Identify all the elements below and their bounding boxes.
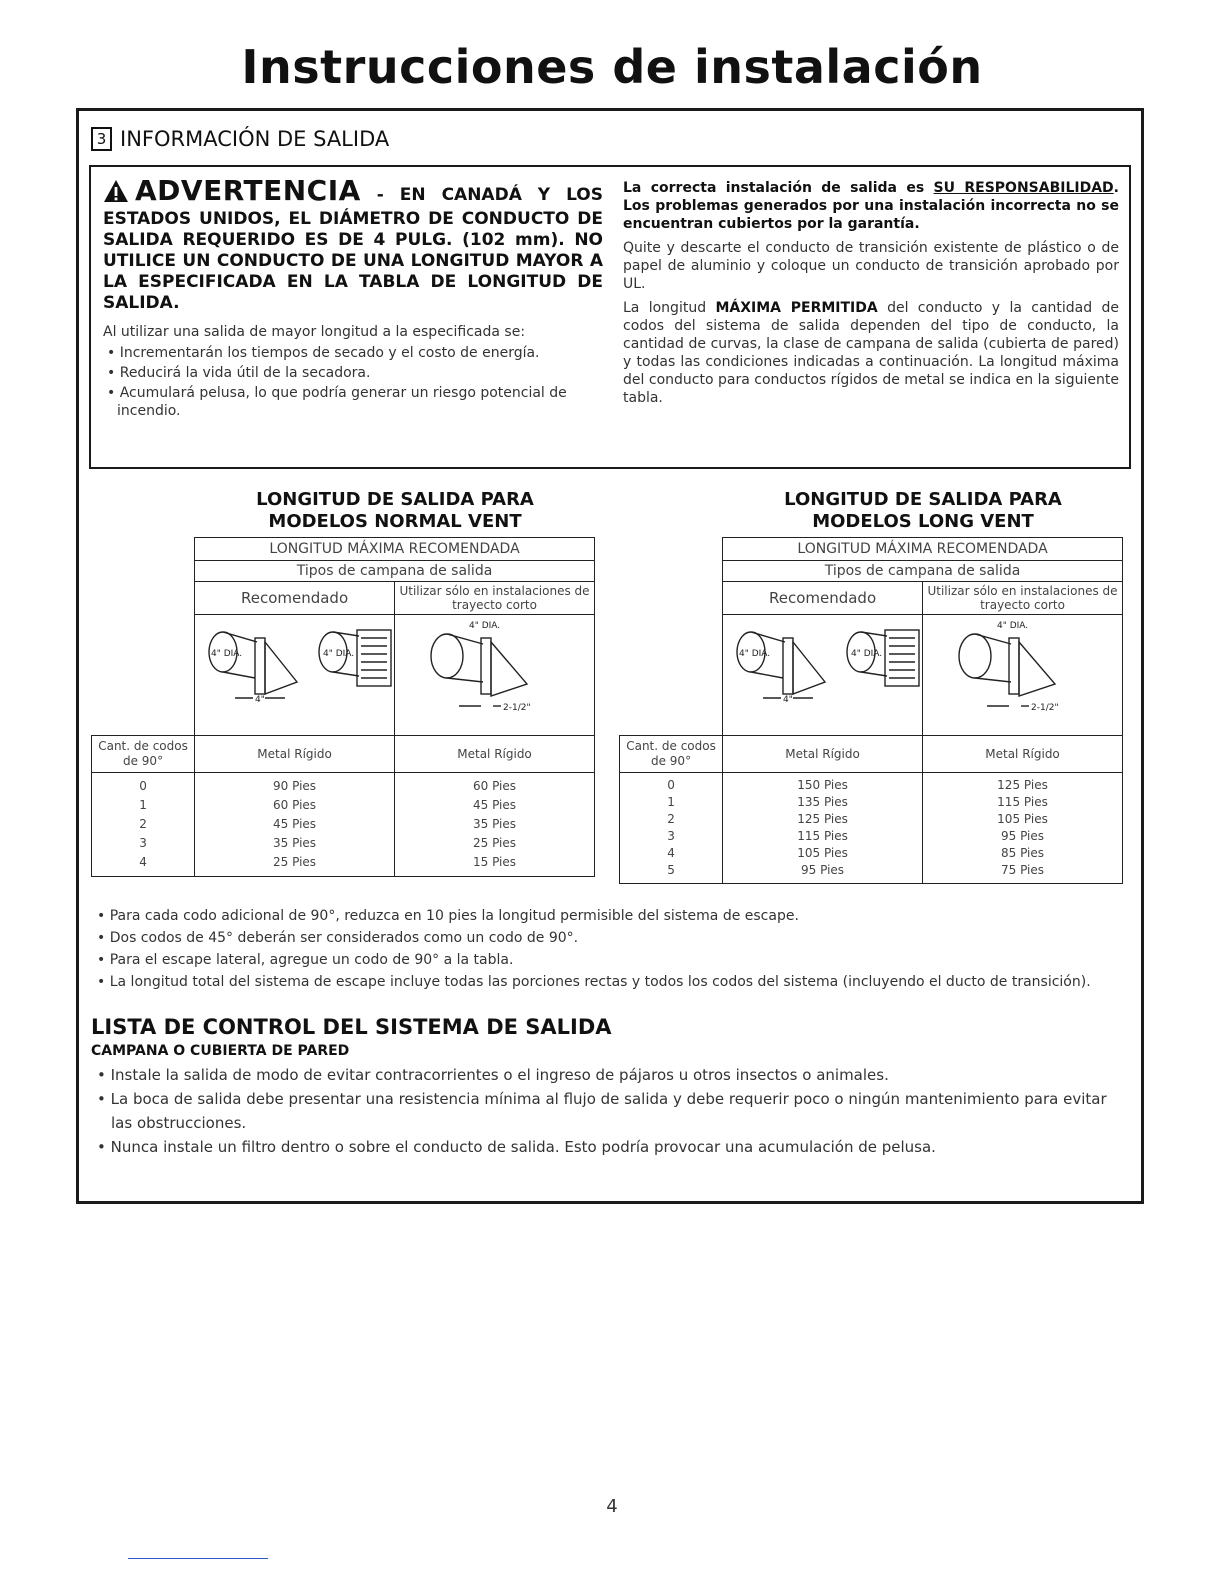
width-label: 2-1/2"	[1030, 702, 1059, 713]
header-hood-types: Tipos de campana de salida	[195, 561, 595, 582]
footer-rule	[128, 1558, 268, 1559]
dia-label: 4" DIA.	[210, 648, 242, 659]
max-length-text-b: del conducto y la cantidad de codos del sistema de salida dependen del tipo de conducto, la cantidad de curvas, la clase de campana de salida (cubierta de pared) y todas las condiciones indicadas a continuación. La longitud máxima del conducto para conductos rígidos de metal se indica en la siguiente tabla.	[623, 300, 1119, 406]
recommended-lengths	[723, 773, 923, 884]
cell: 25 Pies	[273, 855, 317, 869]
warning-word: ADVERTENCIA	[135, 174, 361, 207]
responsibility-underlined: SU RESPONSABILIDAD	[933, 180, 1114, 196]
dia-label: 4" DIA.	[996, 620, 1028, 631]
page-title: Instrucciones de instalación	[241, 40, 983, 94]
recommended-hoods-illustration	[723, 615, 923, 736]
section-frame	[76, 108, 1144, 1204]
cell: 1	[667, 795, 675, 809]
header-max-length: LONGITUD MÁXIMA RECOMENDADA	[723, 538, 1123, 561]
header-recommended: Recomendado	[195, 582, 395, 615]
cell: 135 Pies	[797, 795, 848, 809]
warning-left	[103, 174, 603, 422]
header-max-length: LONGITUD MÁXIMA RECOMENDADA	[195, 538, 595, 561]
cell: 3	[139, 836, 147, 850]
short-run-hood-illustration	[923, 615, 1123, 736]
cell: 60 Pies	[473, 779, 517, 793]
checklist-item: • La boca de salida debe presentar una resistencia mínima al flujo de salida y debe requerir poco o ningún mantenimiento para evitar las obstrucciones.	[91, 1087, 1127, 1135]
width-label: 2-1/2"	[502, 702, 531, 713]
cell: 90 Pies	[273, 779, 317, 793]
dia-label: 4" DIA.	[850, 648, 882, 659]
short-run-lengths	[395, 773, 595, 877]
max-length-bold: MÁXIMA PERMITIDA	[715, 300, 878, 316]
recommended-lengths	[195, 773, 395, 877]
cell: 95 Pies	[1001, 829, 1045, 843]
dia-label: 4" DIA.	[738, 648, 770, 659]
checklist-item: • Instale la salida de modo de evitar contracorrientes o el ingreso de pájaros u otros insectos o animales.	[91, 1063, 1127, 1087]
cell: 125 Pies	[997, 778, 1048, 792]
col-elbows: Cant. de codos de 90°	[92, 736, 195, 773]
cell: 2	[667, 812, 675, 826]
cell: 1	[139, 798, 147, 812]
cell: 115 Pies	[797, 829, 848, 843]
cell: 75 Pies	[1001, 863, 1045, 877]
cell: 0	[139, 779, 147, 793]
checklist	[91, 1015, 1127, 1159]
col-elbows: Cant. de codos de 90°	[620, 736, 723, 773]
warning-item: • Acumulará pelusa, lo que podría generar un riesgo potencial de incendio.	[103, 384, 603, 420]
table-data	[92, 773, 595, 877]
header-hood-types: Tipos de campana de salida	[723, 561, 1123, 582]
header-short-run: Utilizar sólo en instalaciones de trayecto corto	[395, 582, 595, 615]
elbow-counts	[92, 773, 195, 877]
normal-vent-table	[91, 537, 595, 877]
table-title-line: LONGITUD DE SALIDA PARA	[256, 489, 534, 510]
checklist-title: LISTA DE CONTROL DEL SISTEMA DE SALIDA	[91, 1015, 612, 1039]
table-title-line: MODELOS NORMAL VENT	[268, 511, 522, 532]
warning-list	[103, 344, 603, 420]
cell: 15 Pies	[473, 855, 517, 869]
section-heading	[91, 127, 389, 151]
short-run-lengths	[923, 773, 1123, 884]
short-run-hood-illustration	[395, 615, 595, 736]
col-metal: Metal Rígido	[195, 736, 395, 773]
max-length-text-a: La longitud	[623, 300, 716, 316]
table-title	[195, 489, 595, 533]
responsibility-note	[623, 179, 1119, 233]
long-vent-table-block	[619, 489, 1123, 884]
page-number: 4	[606, 1496, 618, 1517]
warning-heading-text: - EN CANADÁ Y LOS ESTADOS UNIDOS, EL DIÁMETRO DE CONDUCTO DE SALIDA REQUERIDO ES DE 4 PULG. (102 mm). NO UTILICE UN CONDUCTO DE UNA LONGITUD MAYOR A LA ESPECIFICADA EN LA TABLA DE LONGITUD DE SALIDA.	[103, 185, 603, 313]
warning-intro: Al utilizar una salida de mayor longitud a la especificada se:	[103, 324, 526, 340]
cell: 5	[667, 863, 675, 877]
elbow-counts	[620, 773, 723, 884]
notes	[91, 905, 1127, 993]
max-length-paragraph	[623, 299, 1119, 407]
col-metal: Metal Rígido	[395, 736, 595, 773]
table-title	[723, 489, 1123, 533]
cell: 85 Pies	[1001, 846, 1045, 860]
cell: 95 Pies	[801, 863, 845, 877]
warning-right	[623, 179, 1119, 413]
normal-vent-table-block	[91, 489, 595, 877]
checklist-subtitle: CAMPANA O CUBIERTA DE PARED	[91, 1043, 350, 1059]
note-item: • La longitud total del sistema de escape incluye todas las porciones rectas y todos los codos del sistema (incluyendo el ducto de transición).	[91, 971, 1127, 993]
dia-label: 4" DIA.	[322, 648, 354, 659]
warning-item: • Reducirá la vida útil de la secadora.	[103, 364, 603, 382]
cell: 4	[667, 846, 675, 860]
width-label: 4"	[254, 694, 265, 705]
note-item: • Dos codos de 45° deberán ser considerados como un codo de 90°.	[91, 927, 1127, 949]
cell: 45 Pies	[273, 817, 317, 831]
width-label: 4"	[782, 694, 793, 705]
cell: 60 Pies	[273, 798, 317, 812]
table-title-line: LONGITUD DE SALIDA PARA	[784, 489, 1062, 510]
section-number: 3	[91, 127, 112, 151]
long-vent-table	[619, 537, 1123, 884]
warning-heading	[103, 174, 603, 314]
recommended-hoods-illustration	[195, 615, 395, 736]
cell: 115 Pies	[997, 795, 1048, 809]
cell: 0	[667, 778, 675, 792]
cell: 105 Pies	[797, 846, 848, 860]
header-recommended: Recomendado	[723, 582, 923, 615]
header-short-run: Utilizar sólo en instalaciones de trayecto corto	[923, 582, 1123, 615]
cell: 105 Pies	[997, 812, 1048, 826]
cell: 2	[139, 817, 147, 831]
cell: 125 Pies	[797, 812, 848, 826]
cell: 35 Pies	[473, 817, 517, 831]
cell: 150 Pies	[797, 778, 848, 792]
note-item: • Para el escape lateral, agregue un codo de 90° a la tabla.	[91, 949, 1127, 971]
cell: 3	[667, 829, 675, 843]
note-item: • Para cada codo adicional de 90°, reduzca en 10 pies la longitud permisible del sistema de escape.	[91, 905, 1127, 927]
warning-box	[89, 165, 1131, 469]
warning-triangle-icon	[103, 179, 129, 209]
col-metal: Metal Rígido	[923, 736, 1123, 773]
table-data	[620, 773, 1123, 884]
cell: 4	[139, 855, 147, 869]
cell: 45 Pies	[473, 798, 517, 812]
section-title: INFORMACIÓN DE SALIDA	[120, 127, 390, 151]
cell: 25 Pies	[473, 836, 517, 850]
warning-item: • Incrementarán los tiempos de secado y el costo de energía.	[103, 344, 603, 362]
dia-label: 4" DIA.	[468, 620, 500, 631]
table-title-line: MODELOS LONG VENT	[812, 511, 1034, 532]
col-metal: Metal Rígido	[723, 736, 923, 773]
transition-duct-paragraph: Quite y descarte el conducto de transición existente de plástico o de papel de aluminio y coloque un conducto de transición aprobado por UL.	[623, 240, 1119, 292]
checklist-item: • Nunca instale un filtro dentro o sobre el conducto de salida. Esto podría provocar una acumulación de pelusa.	[91, 1135, 1127, 1159]
cell: 35 Pies	[273, 836, 317, 850]
responsibility-text-2: . Los problemas generados por una instalación incorrecta no se encuentran cubiertos por la garantía.	[623, 180, 1119, 232]
responsibility-text-1: La correcta instalación de salida es	[623, 180, 934, 196]
